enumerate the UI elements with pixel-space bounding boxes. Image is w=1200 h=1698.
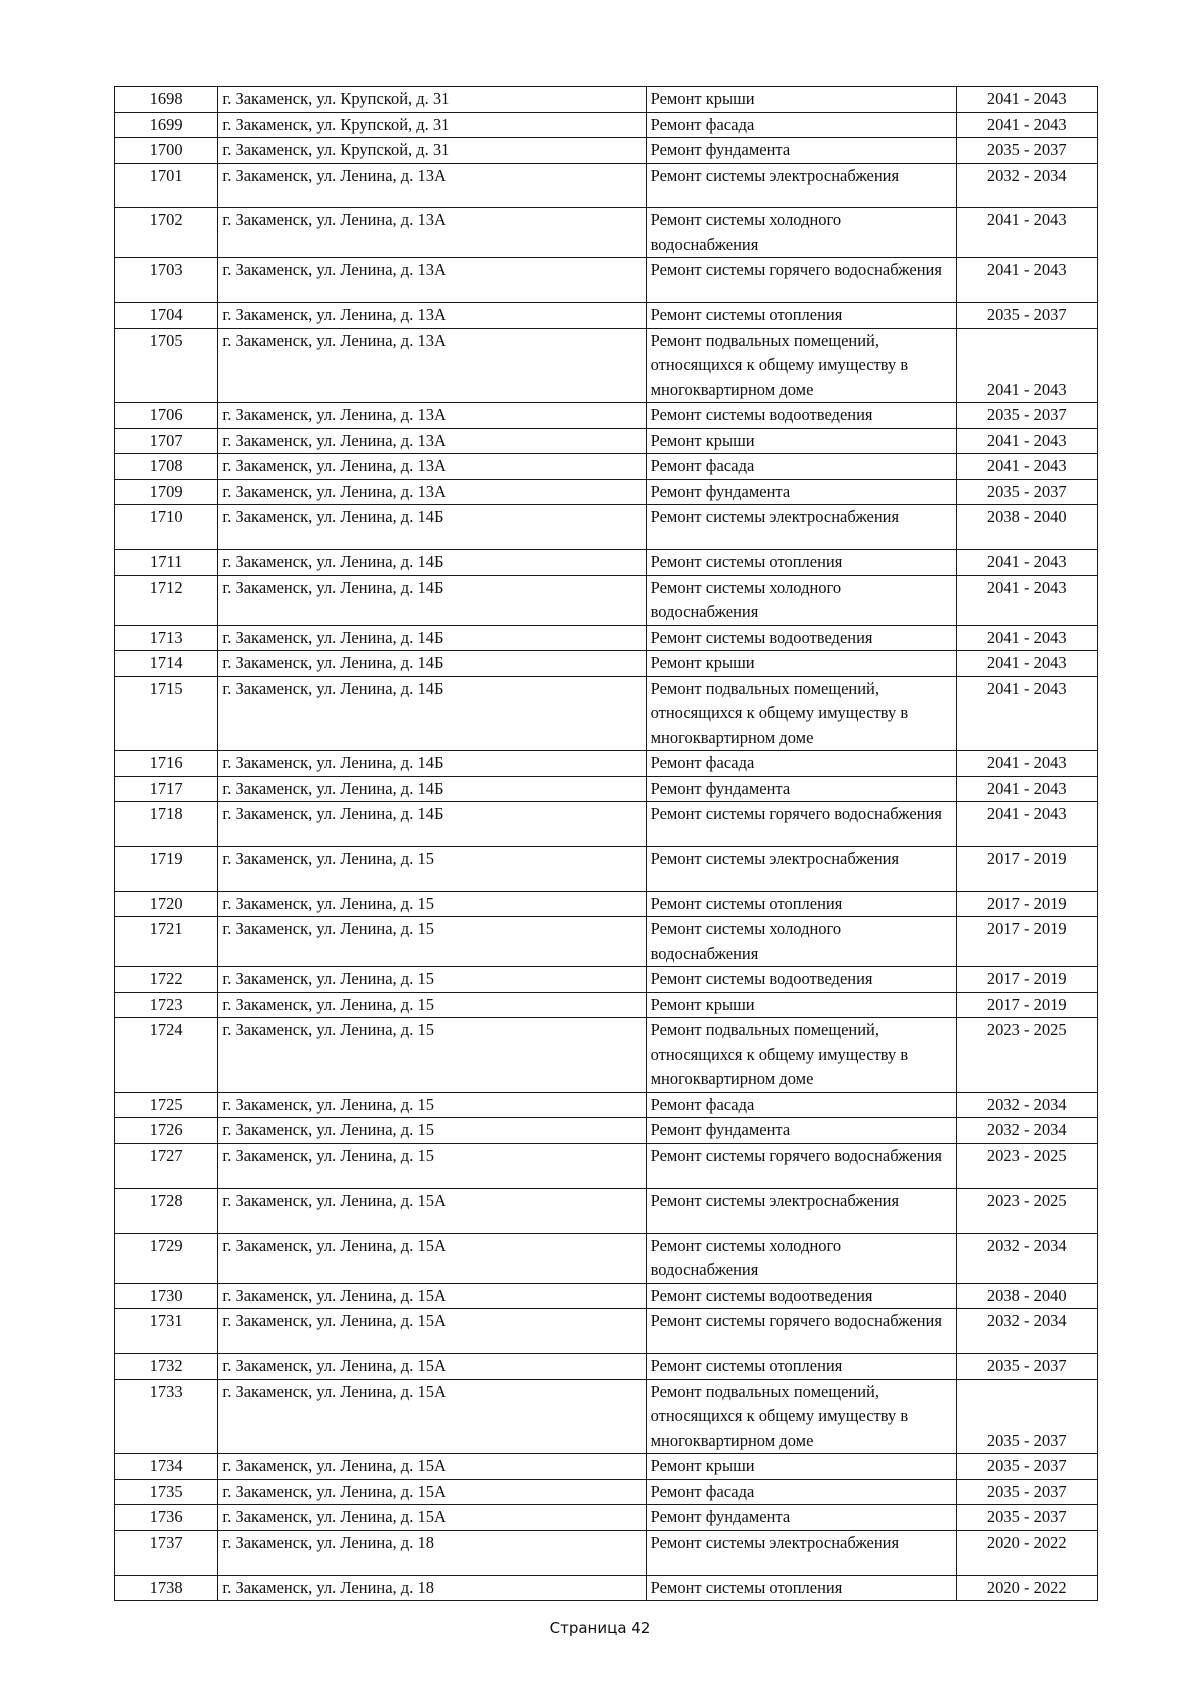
address-cell: г. Закаменск, ул. Ленина, д. 15: [218, 967, 646, 993]
period-cell: 2017 - 2019: [956, 992, 1097, 1018]
row-number: 1728: [115, 1188, 218, 1233]
period-cell: 2023 - 2025: [956, 1018, 1097, 1093]
work-type-cell: Ремонт подвальных помещений, относящихся к общему имуществу в многоквартирном доме: [646, 676, 956, 751]
address-cell: г. Закаменск, ул. Ленина, д. 14Б: [218, 505, 646, 550]
address-cell: г. Закаменск, ул. Ленина, д. 15А: [218, 1188, 646, 1233]
address-cell: г. Закаменск, ул. Крупской, д. 31: [218, 138, 646, 164]
period-cell: 2023 - 2025: [956, 1188, 1097, 1233]
address-cell: г. Закаменск, ул. Ленина, д. 14Б: [218, 625, 646, 651]
row-number: 1732: [115, 1354, 218, 1380]
work-type-cell: Ремонт системы электроснабжения: [646, 163, 956, 208]
address-cell: г. Закаменск, ул. Ленина, д. 15: [218, 1118, 646, 1144]
period-cell: 2017 - 2019: [956, 847, 1097, 892]
period-cell: 2035 - 2037: [956, 403, 1097, 429]
table-row: [115, 776, 1098, 802]
row-number: 1717: [115, 776, 218, 802]
work-type-cell: Ремонт системы горячего водоснабжения: [646, 802, 956, 847]
row-number: 1701: [115, 163, 218, 208]
row-number: 1724: [115, 1018, 218, 1093]
address-cell: г. Закаменск, ул. Ленина, д. 15А: [218, 1505, 646, 1531]
period-cell: 2020 - 2022: [956, 1530, 1097, 1575]
table-row: [115, 208, 1098, 258]
table-row: [115, 479, 1098, 505]
table-row: [115, 802, 1098, 847]
work-type-cell: Ремонт системы водоотведения: [646, 625, 956, 651]
period-cell: 2035 - 2037: [956, 303, 1097, 329]
row-number: 1707: [115, 428, 218, 454]
table-row: [115, 651, 1098, 677]
table-row: [115, 1283, 1098, 1309]
work-type-cell: Ремонт системы водоотведения: [646, 967, 956, 993]
row-number: 1723: [115, 992, 218, 1018]
address-cell: г. Закаменск, ул. Ленина, д. 14Б: [218, 651, 646, 677]
table-row: [115, 403, 1098, 429]
address-cell: г. Закаменск, ул. Ленина, д. 15А: [218, 1354, 646, 1380]
row-number: 1718: [115, 802, 218, 847]
address-cell: г. Закаменск, ул. Ленина, д. 15А: [218, 1283, 646, 1309]
row-number: 1704: [115, 303, 218, 329]
period-cell: 2041 - 2043: [956, 258, 1097, 303]
period-cell: 2038 - 2040: [956, 505, 1097, 550]
row-number: 1715: [115, 676, 218, 751]
address-cell: г. Закаменск, ул. Ленина, д. 13А: [218, 258, 646, 303]
table-row: [115, 992, 1098, 1018]
table-row: [115, 550, 1098, 576]
period-cell: 2032 - 2034: [956, 1092, 1097, 1118]
period-cell: 2023 - 2025: [956, 1143, 1097, 1188]
row-number: 1711: [115, 550, 218, 576]
work-type-cell: Ремонт системы электроснабжения: [646, 1188, 956, 1233]
period-cell: 2041 - 2043: [956, 751, 1097, 777]
table-row: [115, 1233, 1098, 1283]
work-type-cell: Ремонт системы отопления: [646, 1575, 956, 1601]
table-row: [115, 967, 1098, 993]
row-number: 1698: [115, 87, 218, 113]
address-cell: г. Закаменск, ул. Крупской, д. 31: [218, 87, 646, 113]
table-row: [115, 454, 1098, 480]
period-cell: 2038 - 2040: [956, 1283, 1097, 1309]
row-number: 1709: [115, 479, 218, 505]
period-cell: 2032 - 2034: [956, 163, 1097, 208]
work-type-cell: Ремонт подвальных помещений, относящихся к общему имуществу в многоквартирном доме: [646, 1018, 956, 1093]
period-cell: 2035 - 2037: [956, 1379, 1097, 1454]
work-type-cell: Ремонт фасада: [646, 112, 956, 138]
row-number: 1710: [115, 505, 218, 550]
row-number: 1716: [115, 751, 218, 777]
table-row: [115, 87, 1098, 113]
row-number: 1734: [115, 1454, 218, 1480]
table-row: [115, 751, 1098, 777]
period-cell: 2041 - 2043: [956, 651, 1097, 677]
address-cell: г. Закаменск, ул. Ленина, д. 18: [218, 1530, 646, 1575]
row-number: 1736: [115, 1505, 218, 1531]
address-cell: г. Закаменск, ул. Ленина, д. 14Б: [218, 550, 646, 576]
table-row: [115, 891, 1098, 917]
row-number: 1727: [115, 1143, 218, 1188]
period-cell: 2041 - 2043: [956, 625, 1097, 651]
address-cell: г. Закаменск, ул. Ленина, д. 13А: [218, 303, 646, 329]
address-cell: г. Закаменск, ул. Ленина, д. 14Б: [218, 676, 646, 751]
table-row: [115, 575, 1098, 625]
address-cell: г. Закаменск, ул. Ленина, д. 15: [218, 992, 646, 1018]
address-cell: г. Закаменск, ул. Ленина, д. 14Б: [218, 751, 646, 777]
address-cell: г. Закаменск, ул. Ленина, д. 13А: [218, 428, 646, 454]
table-row: [115, 505, 1098, 550]
work-type-cell: Ремонт крыши: [646, 87, 956, 113]
work-type-cell: Ремонт фасада: [646, 454, 956, 480]
row-number: 1708: [115, 454, 218, 480]
work-type-cell: Ремонт системы отопления: [646, 550, 956, 576]
period-cell: 2032 - 2034: [956, 1233, 1097, 1283]
work-type-cell: Ремонт крыши: [646, 651, 956, 677]
period-cell: 2035 - 2037: [956, 138, 1097, 164]
work-type-cell: Ремонт фасада: [646, 751, 956, 777]
period-cell: 2032 - 2034: [956, 1309, 1097, 1354]
period-cell: 2035 - 2037: [956, 479, 1097, 505]
work-type-cell: Ремонт фундамента: [646, 776, 956, 802]
work-type-cell: Ремонт крыши: [646, 428, 956, 454]
period-cell: 2041 - 2043: [956, 328, 1097, 403]
row-number: 1699: [115, 112, 218, 138]
address-cell: г. Закаменск, ул. Ленина, д. 15А: [218, 1454, 646, 1480]
address-cell: г. Закаменск, ул. Ленина, д. 13А: [218, 454, 646, 480]
row-number: 1725: [115, 1092, 218, 1118]
table-row: [115, 676, 1098, 751]
period-cell: 2041 - 2043: [956, 550, 1097, 576]
table-row: [115, 917, 1098, 967]
address-cell: г. Закаменск, ул. Ленина, д. 13А: [218, 328, 646, 403]
table-row: [115, 1309, 1098, 1354]
address-cell: г. Закаменск, ул. Ленина, д. 13А: [218, 163, 646, 208]
period-cell: 2017 - 2019: [956, 967, 1097, 993]
table-row: [115, 1018, 1098, 1093]
row-number: 1702: [115, 208, 218, 258]
work-type-cell: Ремонт системы холодного водоснабжения: [646, 917, 956, 967]
period-cell: 2035 - 2037: [956, 1505, 1097, 1531]
address-cell: г. Закаменск, ул. Ленина, д. 13А: [218, 208, 646, 258]
table-row: [115, 1479, 1098, 1505]
row-number: 1712: [115, 575, 218, 625]
work-type-cell: Ремонт системы горячего водоснабжения: [646, 1309, 956, 1354]
work-type-cell: Ремонт фундамента: [646, 138, 956, 164]
table-row: [115, 328, 1098, 403]
table-row: [115, 163, 1098, 208]
address-cell: г. Закаменск, ул. Ленина, д. 15: [218, 1092, 646, 1118]
work-type-cell: Ремонт системы электроснабжения: [646, 847, 956, 892]
table-row: [115, 1379, 1098, 1454]
table-row: [115, 258, 1098, 303]
work-type-cell: Ремонт подвальных помещений, относящихся к общему имуществу в многоквартирном доме: [646, 1379, 956, 1454]
row-number: 1730: [115, 1283, 218, 1309]
work-type-cell: Ремонт системы холодного водоснабжения: [646, 575, 956, 625]
table-row: [115, 303, 1098, 329]
address-cell: г. Закаменск, ул. Ленина, д. 15: [218, 1018, 646, 1093]
period-cell: 2041 - 2043: [956, 802, 1097, 847]
row-number: 1729: [115, 1233, 218, 1283]
row-number: 1722: [115, 967, 218, 993]
row-number: 1733: [115, 1379, 218, 1454]
work-type-cell: Ремонт фасада: [646, 1092, 956, 1118]
period-cell: 2035 - 2037: [956, 1454, 1097, 1480]
page-number: Страница 42: [549, 1619, 651, 1637]
work-type-cell: Ремонт системы отопления: [646, 891, 956, 917]
address-cell: г. Закаменск, ул. Ленина, д. 15: [218, 891, 646, 917]
table-row: [115, 112, 1098, 138]
work-type-cell: Ремонт системы водоотведения: [646, 403, 956, 429]
address-cell: г. Закаменск, ул. Ленина, д. 15: [218, 847, 646, 892]
work-type-cell: Ремонт фундамента: [646, 1505, 956, 1531]
row-number: 1738: [115, 1575, 218, 1601]
address-cell: г. Закаменск, ул. Ленина, д. 15А: [218, 1309, 646, 1354]
table-body: [115, 87, 1098, 1601]
table-row: [115, 847, 1098, 892]
table-row: [115, 428, 1098, 454]
row-number: 1720: [115, 891, 218, 917]
table-row: [115, 1505, 1098, 1531]
table-row: [115, 1092, 1098, 1118]
work-type-cell: Ремонт фундамента: [646, 479, 956, 505]
work-type-cell: Ремонт фасада: [646, 1479, 956, 1505]
address-cell: г. Закаменск, ул. Ленина, д. 14Б: [218, 802, 646, 847]
row-number: 1703: [115, 258, 218, 303]
table-row: [115, 1575, 1098, 1601]
period-cell: 2041 - 2043: [956, 776, 1097, 802]
period-cell: 2041 - 2043: [956, 454, 1097, 480]
row-number: 1706: [115, 403, 218, 429]
address-cell: г. Закаменск, ул. Ленина, д. 14Б: [218, 575, 646, 625]
work-type-cell: Ремонт системы горячего водоснабжения: [646, 258, 956, 303]
table-row: [115, 1143, 1098, 1188]
work-type-cell: Ремонт системы холодного водоснабжения: [646, 208, 956, 258]
row-number: 1719: [115, 847, 218, 892]
table-row: [115, 1354, 1098, 1380]
table-row: [115, 1454, 1098, 1480]
work-type-cell: Ремонт системы водоотведения: [646, 1283, 956, 1309]
work-type-cell: Ремонт крыши: [646, 992, 956, 1018]
row-number: 1714: [115, 651, 218, 677]
address-cell: г. Закаменск, ул. Ленина, д. 15А: [218, 1379, 646, 1454]
repair-schedule-table: [114, 86, 1098, 1601]
row-number: 1713: [115, 625, 218, 651]
work-type-cell: Ремонт системы отопления: [646, 1354, 956, 1380]
row-number: 1731: [115, 1309, 218, 1354]
period-cell: 2032 - 2034: [956, 1118, 1097, 1144]
address-cell: г. Закаменск, ул. Ленина, д. 14Б: [218, 776, 646, 802]
period-cell: 2041 - 2043: [956, 575, 1097, 625]
period-cell: 2041 - 2043: [956, 112, 1097, 138]
row-number: 1737: [115, 1530, 218, 1575]
period-cell: 2041 - 2043: [956, 428, 1097, 454]
row-number: 1721: [115, 917, 218, 967]
address-cell: г. Закаменск, ул. Ленина, д. 15: [218, 1143, 646, 1188]
table-row: [115, 1118, 1098, 1144]
period-cell: 2020 - 2022: [956, 1575, 1097, 1601]
work-type-cell: Ремонт системы горячего водоснабжения: [646, 1143, 956, 1188]
address-cell: г. Закаменск, ул. Ленина, д. 13А: [218, 403, 646, 429]
row-number: 1735: [115, 1479, 218, 1505]
table-row: [115, 1188, 1098, 1233]
address-cell: г. Закаменск, ул. Крупской, д. 31: [218, 112, 646, 138]
address-cell: г. Закаменск, ул. Ленина, д. 15А: [218, 1479, 646, 1505]
address-cell: г. Закаменск, ул. Ленина, д. 15А: [218, 1233, 646, 1283]
work-type-cell: Ремонт крыши: [646, 1454, 956, 1480]
work-type-cell: Ремонт системы электроснабжения: [646, 1530, 956, 1575]
address-cell: г. Закаменск, ул. Ленина, д. 15: [218, 917, 646, 967]
period-cell: 2035 - 2037: [956, 1354, 1097, 1380]
row-number: 1705: [115, 328, 218, 403]
work-type-cell: Ремонт системы электроснабжения: [646, 505, 956, 550]
period-cell: 2041 - 2043: [956, 208, 1097, 258]
address-cell: г. Закаменск, ул. Ленина, д. 13А: [218, 479, 646, 505]
period-cell: 2041 - 2043: [956, 87, 1097, 113]
work-type-cell: Ремонт системы холодного водоснабжения: [646, 1233, 956, 1283]
period-cell: 2017 - 2019: [956, 917, 1097, 967]
table-row: [115, 1530, 1098, 1575]
period-cell: 2017 - 2019: [956, 891, 1097, 917]
work-type-cell: Ремонт системы отопления: [646, 303, 956, 329]
row-number: 1726: [115, 1118, 218, 1144]
period-cell: 2041 - 2043: [956, 676, 1097, 751]
period-cell: 2035 - 2037: [956, 1479, 1097, 1505]
table-row: [115, 625, 1098, 651]
work-type-cell: Ремонт подвальных помещений, относящихся к общему имуществу в многоквартирном доме: [646, 328, 956, 403]
table-row: [115, 138, 1098, 164]
work-type-cell: Ремонт фундамента: [646, 1118, 956, 1144]
address-cell: г. Закаменск, ул. Ленина, д. 18: [218, 1575, 646, 1601]
row-number: 1700: [115, 138, 218, 164]
